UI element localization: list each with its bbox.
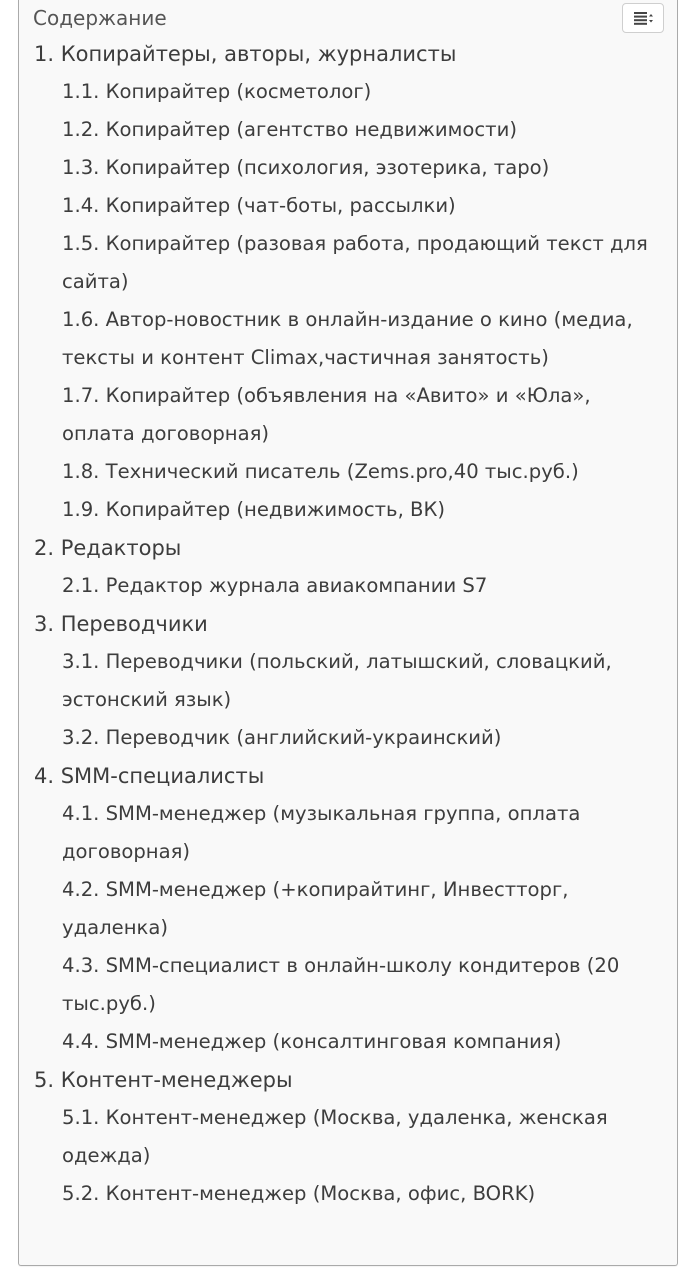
toc-subsection-item [34, 1023, 667, 1061]
toc-title: Содержание [33, 6, 167, 30]
toc-toggle-button[interactable] [622, 3, 664, 33]
toc-subsection-link[interactable]: 1.9. Копирайтер (недвижимость, ВК) [62, 498, 446, 521]
toc-subsection-link[interactable]: 4.4. SMM-менеджер (консалтинговая компания) [62, 1030, 562, 1053]
toc-subsection-link[interactable]: 1.6. Автор-новостник в онлайн-издание о кино (медиа, тексты и контент Climax,частичная занятость) [62, 308, 633, 369]
toc-subsection-link[interactable]: 1.7. Копирайтер (объявления на «Авито» и «Юла», оплата договорная) [62, 384, 591, 445]
toc-subsection-link[interactable]: 5.1. Контент-менеджер (Москва, удаленка, женская одежда) [62, 1106, 608, 1167]
toc-subsection-link[interactable]: 1.5. Копирайтер (разовая работа, продающий текст для сайта) [62, 232, 648, 293]
toc-subsection-link[interactable]: 4.2. SMM-менеджер (+копирайтинг, Инвестторг, удаленка) [62, 878, 569, 939]
toc-list [34, 35, 667, 1213]
toc-subsection-link[interactable]: 2.1. Редактор журнала авиакомпании S7 [62, 574, 488, 597]
list-toggle-icon [634, 12, 654, 25]
toc-section-link[interactable]: 5. Контент-менеджеры [34, 1068, 293, 1092]
toc-subsection-item [34, 111, 667, 149]
toc-subsection-item [34, 301, 667, 377]
toc-subsection-link[interactable]: 1.1. Копирайтер (косметолог) [62, 80, 372, 103]
toc-subsection-item [34, 567, 667, 605]
toc-subsection-item [34, 947, 667, 1023]
toc-subsection-link[interactable]: 1.8. Технический писатель (Zems.pro,40 тыс.руб.) [62, 460, 579, 483]
toc-subsection-link[interactable]: 5.2. Контент-менеджер (Москва, офис, BORK) [62, 1182, 536, 1205]
toc-section-item [34, 35, 667, 73]
toc-subsection-item [34, 225, 667, 301]
toc-section-link[interactable]: 2. Редакторы [34, 536, 182, 560]
toc-subsection-link[interactable]: 3.2. Переводчик (английский-украинский) [62, 726, 502, 749]
toc-subsection-item [34, 1175, 667, 1213]
toc-subsection-item [34, 377, 667, 453]
toc-section-item [34, 757, 667, 795]
toc-subsection-item [34, 795, 667, 871]
toc-subsection-item [34, 187, 667, 225]
toc-subsection-link[interactable]: 1.4. Копирайтер (чат-боты, рассылки) [62, 194, 456, 217]
toc-subsection-item [34, 643, 667, 719]
table-of-contents [18, 0, 678, 1266]
toc-subsection-link[interactable]: 4.1. SMM-менеджер (музыкальная группа, оплата договорная) [62, 802, 581, 863]
toc-section-link[interactable]: 4. SMM-специалисты [34, 764, 265, 788]
toc-subsection-link[interactable]: 3.1. Переводчики (польский, латышский, словацкий, эстонский язык) [62, 650, 612, 711]
toc-subsection-item [34, 453, 667, 491]
toc-subsection-item [34, 871, 667, 947]
toc-subsection-item [34, 1099, 667, 1175]
toc-subsection-item [34, 73, 667, 111]
toc-section-item [34, 1061, 667, 1099]
toc-subsection-link[interactable]: 1.2. Копирайтер (агентство недвижимости) [62, 118, 517, 141]
toc-section-link[interactable]: 3. Переводчики [34, 612, 208, 636]
toc-subsection-item [34, 149, 667, 187]
toc-section-item [34, 605, 667, 643]
toc-subsection-item [34, 719, 667, 757]
toc-subsection-link[interactable]: 4.3. SMM-специалист в онлайн-школу кондитеров (20 тыс.руб.) [62, 954, 620, 1015]
toc-subsection-item [34, 491, 667, 529]
toc-section-item [34, 529, 667, 567]
toc-section-link[interactable]: 1. Копирайтеры, авторы, журналисты [34, 42, 457, 66]
toc-subsection-link[interactable]: 1.3. Копирайтер (психология, эзотерика, таро) [62, 156, 550, 179]
